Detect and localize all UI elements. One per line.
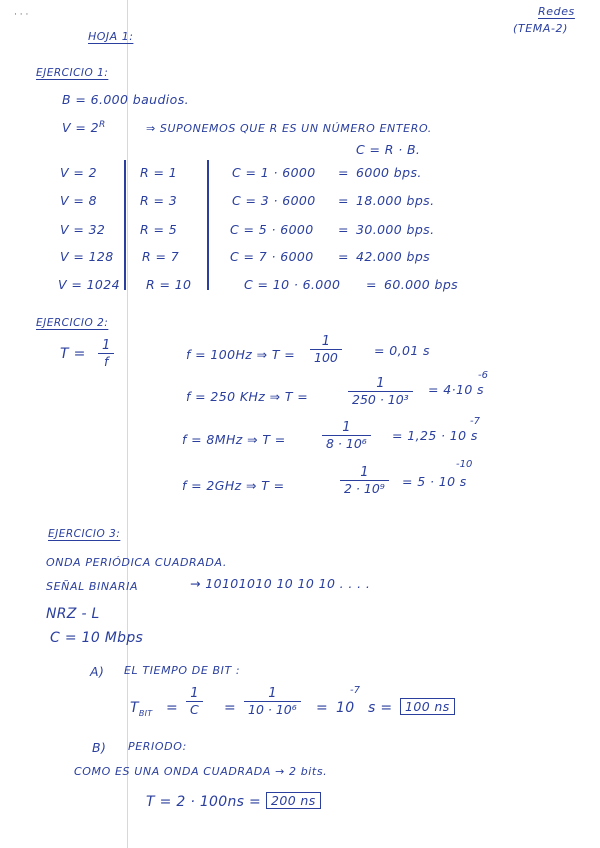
freq-row: f = 250 KHz ⇒ T = (186, 389, 309, 404)
exercise-2-title: EJERCICIO 2: (36, 317, 109, 329)
freq-result: = 0,01 s (374, 343, 430, 358)
row-r: R = 3 (140, 193, 178, 208)
row-c: C = 3 · 6000 (232, 193, 316, 208)
bit-time-eq3: = (316, 700, 329, 716)
signal-label: SEÑAL BINARIA (46, 580, 139, 593)
row-c: C = 7 · 6000 (230, 249, 314, 264)
freq-fraction: 1 100 (310, 334, 342, 365)
assumption-note: ⇒ SUPONEMOS QUE R ES UN NÚMERO ENTERO. (146, 122, 432, 135)
bit-time-answer-box: 100 ns (400, 698, 455, 715)
bit-time-exponent: -7 (350, 685, 360, 696)
capacity-value: C = 10 Mbps (50, 630, 144, 646)
row-result: 6000 bps. (356, 165, 422, 180)
row-eq: = (338, 249, 349, 264)
period-answer-box: 200 ns (266, 792, 321, 809)
row-r: R = 1 (140, 165, 178, 180)
row-r: R = 5 (140, 222, 178, 237)
binary-sequence: → 10101010 10 10 10 . . . . (190, 576, 371, 591)
row-result: 30.000 bps. (356, 222, 435, 237)
wave-description: ONDA PERIÓDICA CUADRADA. (46, 556, 227, 569)
period-fraction: 1 f (98, 338, 114, 369)
bit-time-eq2: = (224, 700, 237, 716)
row-v: V = 32 (60, 222, 106, 237)
freq-fraction: 1 2 · 10⁹ (340, 465, 389, 496)
period-result: T = 2 · 100ns = (146, 794, 262, 810)
freq-result: = 1,25 · 10 s (392, 428, 478, 443)
row-v: V = 8 (60, 193, 97, 208)
row-result: 42.000 bps (356, 249, 431, 264)
period-formula-lhs: T = (60, 346, 86, 362)
row-r: R = 10 (146, 277, 192, 292)
sheet-title: HOJA 1: (88, 30, 134, 43)
row-result: 60.000 bps (384, 277, 459, 292)
topic-label: (TEMA-2) (513, 22, 569, 35)
bit-time-fraction-1: 1 C (186, 686, 203, 717)
table-divider-1 (124, 160, 126, 290)
margin-line (127, 0, 128, 848)
freq-result: = 5 · 10 s (402, 474, 467, 489)
row-result: 18.000 bps. (356, 193, 435, 208)
levels-formula: $V = 2^R$ (62, 120, 106, 136)
bit-time-unit: s = (368, 700, 393, 716)
freq-exponent: -6 (478, 370, 488, 381)
baud-rate: B = 6.000 baudios. (62, 92, 190, 107)
encoding-label: NRZ - L (46, 606, 100, 622)
part-a-text: EL TIEMPO DE BIT : (124, 664, 241, 677)
row-c: C = 10 · 6.000 (244, 277, 341, 292)
row-eq: = (338, 193, 349, 208)
row-v: V = 128 (60, 249, 114, 264)
exercise-1-title: EJERCICIO 1: (36, 67, 109, 79)
row-r: R = 7 (142, 249, 180, 264)
row-c: C = 1 · 6000 (232, 165, 316, 180)
square-wave-note: COMO ES UNA ONDA CUADRADA → 2 bits. (74, 765, 328, 778)
table-divider-2 (207, 160, 209, 290)
row-c: C = 5 · 6000 (230, 222, 314, 237)
bit-time-fraction-2: 1 10 · 10⁶ (244, 686, 301, 717)
part-a-label: A) (90, 664, 105, 679)
bit-time-symbol: $T_{BIT}$ (130, 700, 153, 718)
row-v: V = 2 (60, 165, 97, 180)
freq-row: f = 2GHz ⇒ T = (182, 478, 285, 493)
part-b-label: B) (92, 740, 107, 755)
freq-row: f = 100Hz ⇒ T = (186, 347, 296, 362)
row-eq: = (338, 165, 349, 180)
bit-time-result: 10 (336, 700, 355, 716)
row-eq: = (366, 277, 377, 292)
row-v: V = 1024 (58, 277, 120, 292)
freq-exponent: -7 (470, 416, 480, 427)
part-b-text: PERIODO: (128, 740, 187, 753)
subject-label: Redes (538, 5, 575, 18)
freq-exponent: -10 (456, 459, 473, 470)
freq-fraction: 1 250 · 10³ (348, 376, 413, 407)
freq-fraction: 1 8 · 10⁶ (322, 420, 371, 451)
paper-specks: · · · (14, 10, 29, 20)
capacity-formula: C = R · B. (356, 142, 421, 157)
row-eq: = (338, 222, 349, 237)
bit-time-eq1: = (166, 700, 179, 716)
freq-result: = 4·10 s (428, 382, 484, 397)
exercise-3-title: EJERCICIO 3: (48, 528, 121, 540)
freq-row: f = 8MHz ⇒ T = (182, 432, 286, 447)
